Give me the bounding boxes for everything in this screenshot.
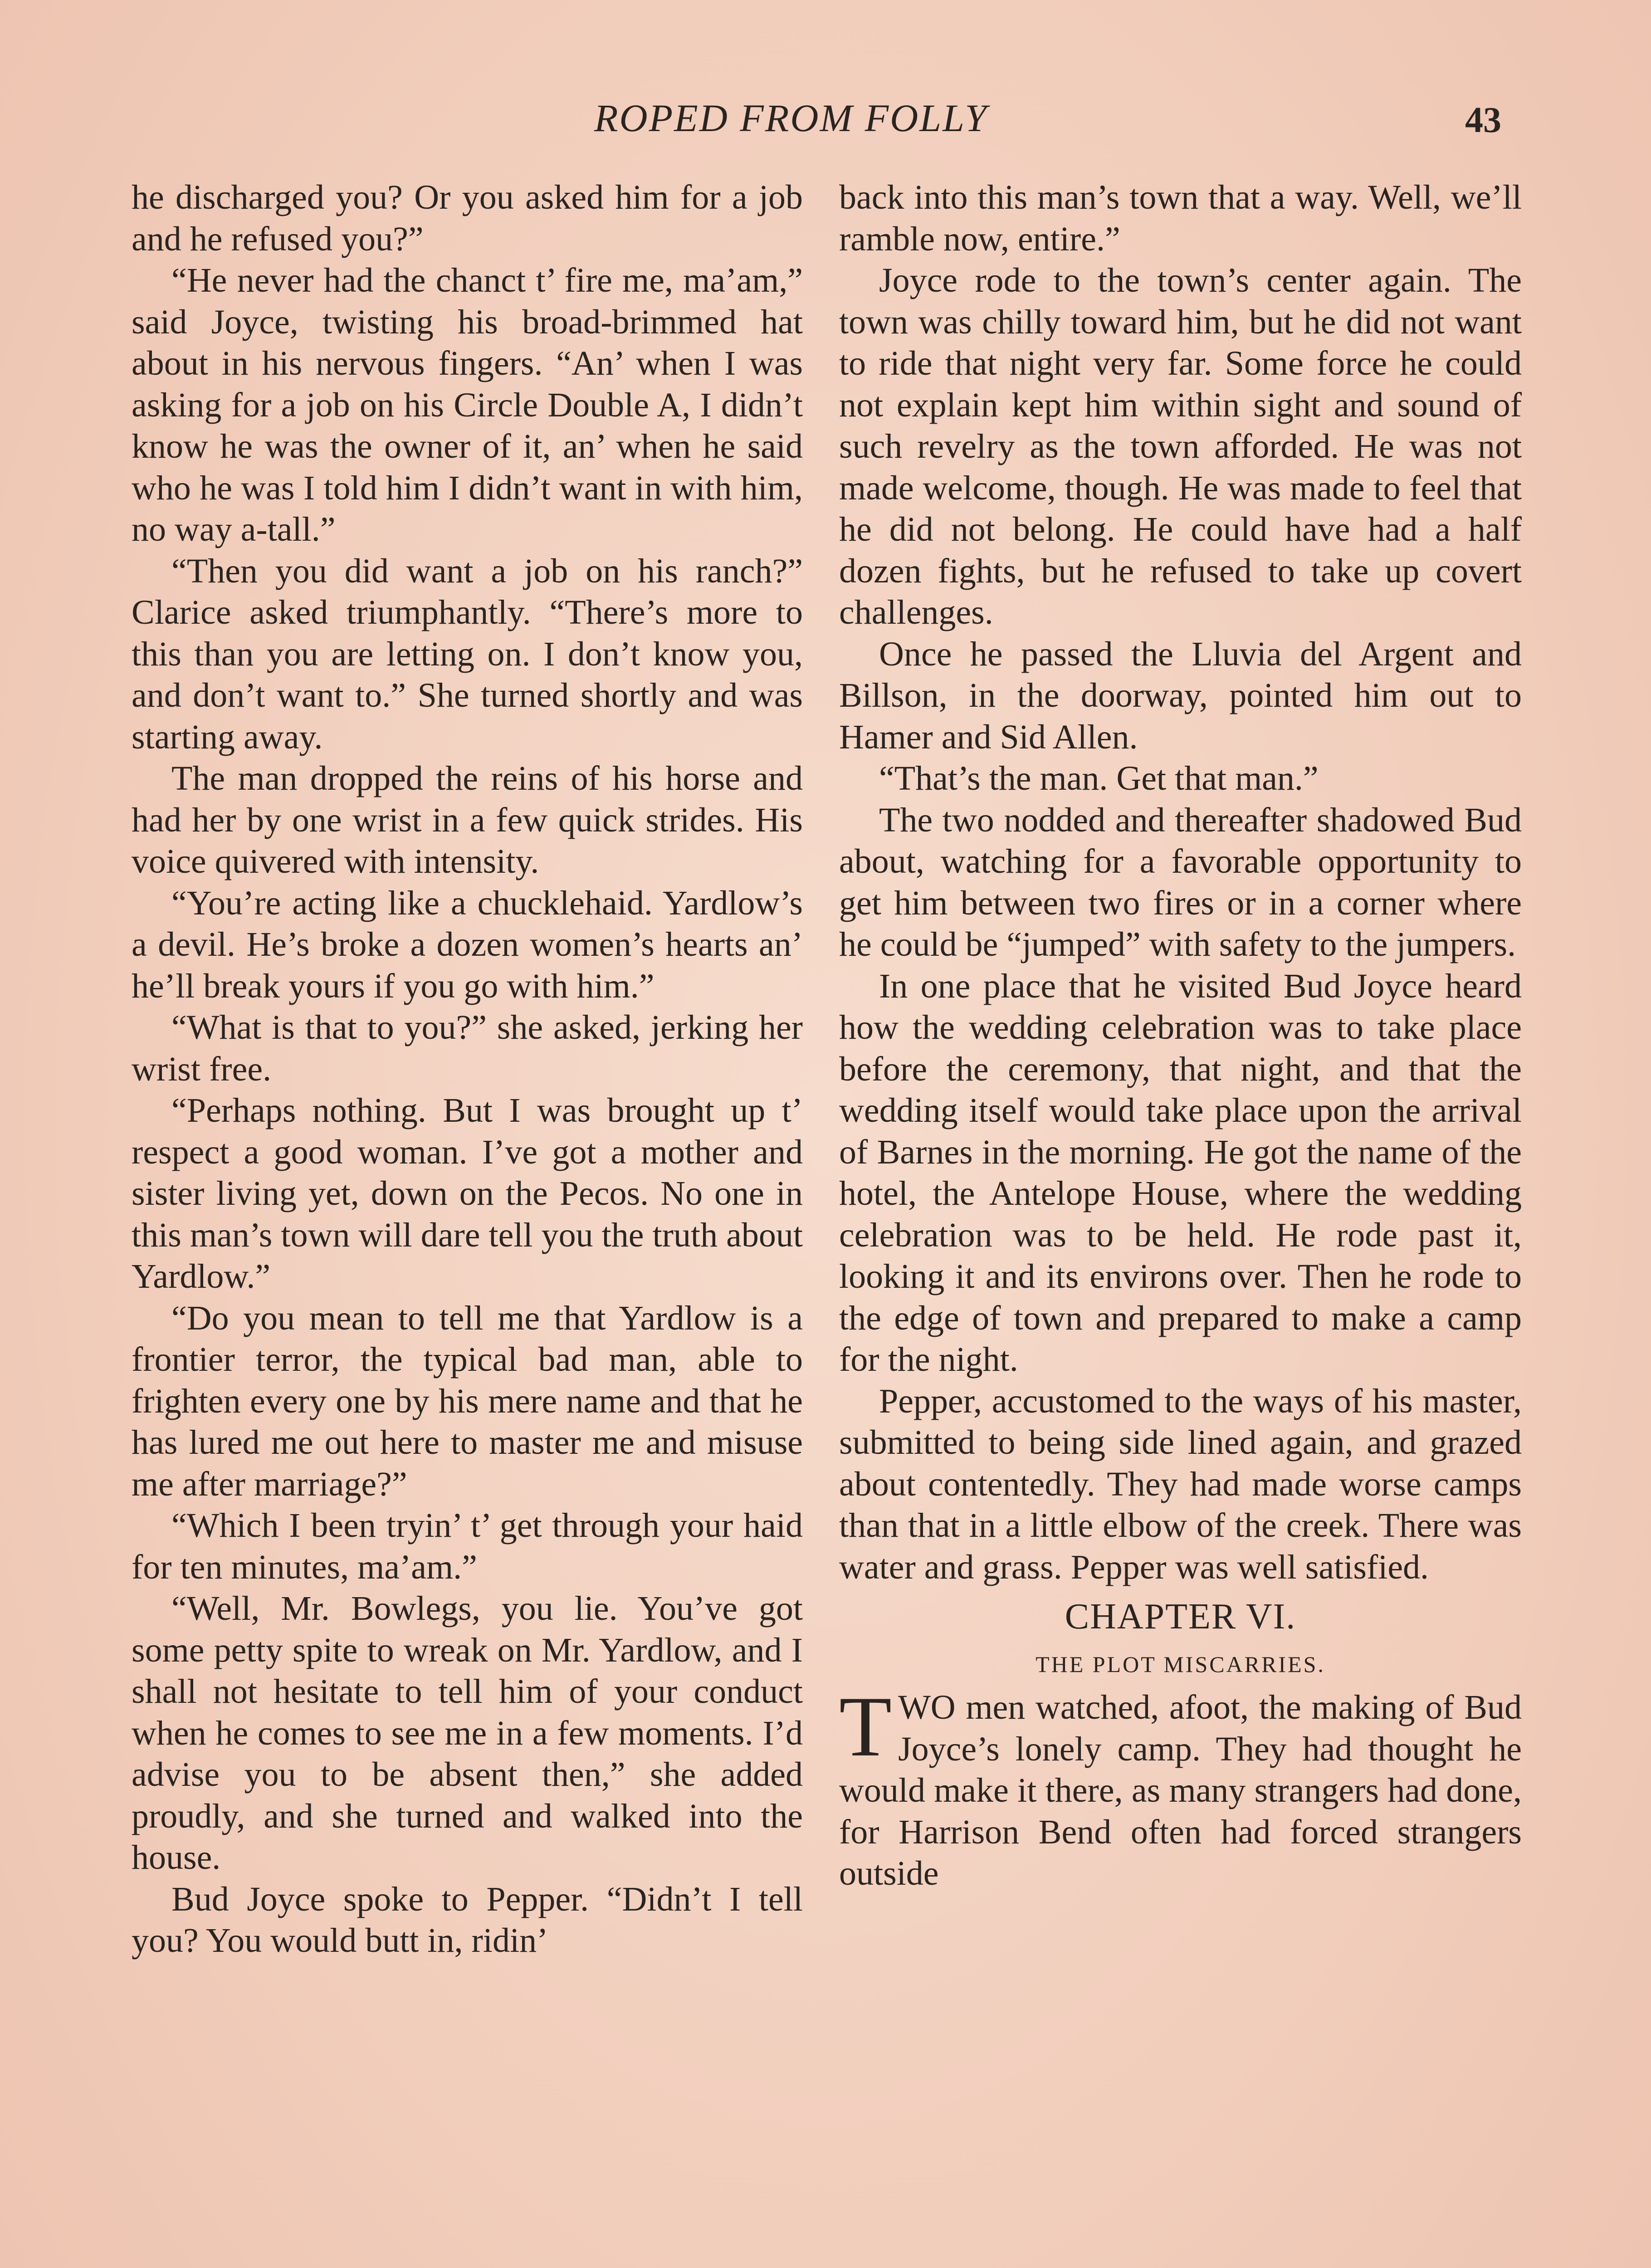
paragraph: Joyce rode to the town’s center again. The town was chilly toward him, but he did not want to ride that night very far. Some force he could not explain kept him within sight and sound of such revelry as the town afforded. He was not made welcome, though. He was made to feel that he did not belong. He could have had a half dozen fights, but he refused to take up covert challenges.	[839, 261, 1522, 631]
paragraph: “Well, Mr. Bowlegs, you lie. You’ve got some petty spite to wreak on Mr. Yardlow, and I shall not hesitate to tell him of your conduct when he comes to see me in a few moments. I’d advise you to be absent then,” she added proudly, and she turned and walked into the house.	[132, 1589, 803, 1877]
page-number: 43	[1465, 100, 1501, 140]
paragraph: “Perhaps nothing. But I was brought up t’ respect a good woman. I’ve got a mother and sister living yet, down on the Pecos. No one in this man’s town will dare tell you the truth about Yardlow.”	[132, 1091, 803, 1295]
paragraph: he discharged you? Or you asked him for a job and he refused you?”	[132, 178, 803, 258]
paragraph: The man dropped the reins of his horse and had her by one wrist in a few quick strides. His voice quivered with intensity.	[132, 759, 803, 880]
chapter-subtitle: THE PLOT MISCARRIES.	[1036, 1652, 1325, 1677]
paragraph: Bud Joyce spoke to Pepper. “Didn’t I tell you? You would butt in, ridin’	[132, 1880, 803, 1960]
paragraph: “He never had the chanct t’ fire me, ma’am,” said Joyce, twisting his broad-brimmed hat about in his nervous fingers. “An’ when I was asking for a job on his Circle Double A, I didn’t know he was the owner of it, an’ when he said who he was I told him I didn’t want in with him, no way a-tall.”	[132, 261, 803, 548]
paragraph: “Which I been tryin’ t’ get through your haid for ten minutes, ma’am.”	[132, 1506, 803, 1586]
page-header	[0, 91, 1651, 145]
paragraph: “That’s the man. Get that man.”	[879, 759, 1319, 797]
drop-cap: T	[839, 1679, 892, 1774]
right-column	[839, 177, 1522, 1895]
chapter-opening-paragraph	[839, 1679, 1522, 1895]
paragraph: “You’re acting like a chucklehaid. Yardlow’s a devil. He’s broke a dozen women’s hearts an’ he’ll break yours if you go with him.”	[132, 884, 803, 1005]
running-title: ROPED FROM FOLLY	[594, 96, 988, 140]
left-column	[132, 177, 803, 1962]
paragraph: “Do you mean to tell me that Yardlow is a frontier terror, the typical bad man, able to frighten every one by his mere name and that he has lured me out here to master me and misuse me after marriage?”	[132, 1299, 803, 1503]
paragraph: The two nodded and thereafter shadowed Bud about, watching for a favorable opportunity to get him between two fires or in a corner where he could be “jumped” with safety to the jumpers.	[839, 801, 1522, 963]
chapter-title: CHAPTER VI.	[1065, 1597, 1296, 1637]
paragraph: In one place that he visited Bud Joyce heard how the wedding celebration was to take place before the ceremony, that night, and that the wedding itself would take place upon the arrival of Barnes in the morning. He got the name of the hotel, the Antelope House, where the wedding celebration was to be held. He rode past it, looking it and its environs over. Then he rode to the edge of town and prepared to make a camp for the night.	[839, 967, 1522, 1378]
paragraph: back into this man’s town that a way. Well, we’ll ramble now, entire.”	[839, 178, 1522, 258]
paragraph: Pepper, accustomed to the ways of his master, submitted to being side lined again, and grazed about contentedly. They had made worse camps than that in a little elbow of the creek. There was water and grass. Pepper was well satisfied.	[839, 1382, 1522, 1586]
paragraph: Once he passed the Lluvia del Argent and Billson, in the doorway, pointed him out to Hamer and Sid Allen.	[839, 635, 1522, 756]
chapter-opening-text: WO men watched, afoot, the making of Bud Joyce’s lonely camp. They had thought he would make it there, as many strangers had done, for Harrison Bend often had forced strangers outside	[839, 1688, 1522, 1892]
paragraph: “What is that to you?” she asked, jerking her wrist free.	[132, 1008, 803, 1088]
paragraph: “Then you did want a job on his ranch?” Clarice asked triumphantly. “There’s more to this than you are letting on. I don’t know you, and don’t want to.” She turned shortly and was starting away.	[132, 552, 803, 756]
